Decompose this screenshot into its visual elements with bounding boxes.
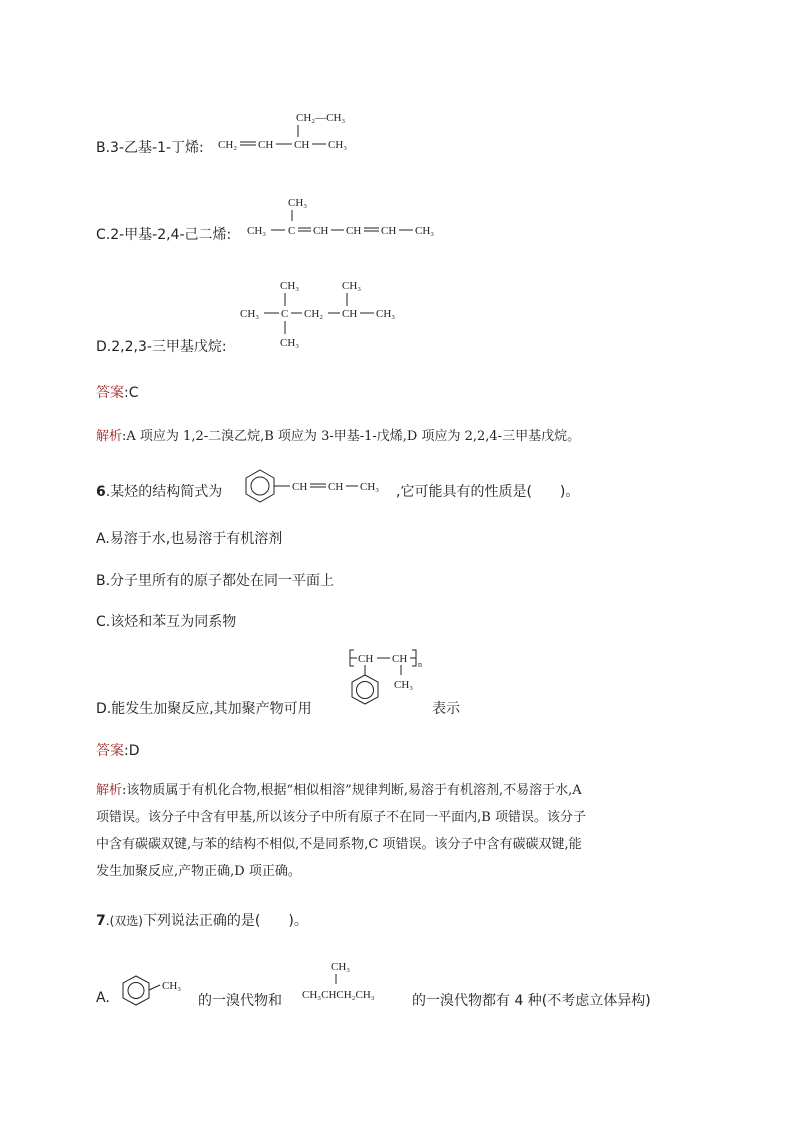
q6-option-b: B.分子里所有的原子都处在同一平面上 [96, 573, 335, 589]
svg-text:C: C [281, 308, 289, 320]
svg-text:CH: CH [392, 653, 408, 665]
explanation-6: 解析:该物质属于有机化合物,根据“相似相溶”规律判断,易溶于有机溶剂,不易溶于水,A 项错误。该分子中含有甲基,所以该分子中所有原子不在同一平面内,B 项错误。该分子 中含有碳碳双键,与苯的结构不相似,不是同系物,C 项错误。该分子中含有碳碳双键,能 发生加聚反应,产物正确,D 项正确。 [96, 783, 586, 879]
benzene-ring-icon [123, 976, 149, 1005]
svg-text:CH₃: CH₃ [162, 980, 182, 992]
q6-option-d-end: 表示 [432, 701, 460, 717]
benzene-ring-icon [246, 470, 274, 502]
q6-structure [238, 467, 398, 507]
question-6-stem: 6.某烃的结构简式为 [96, 484, 223, 500]
svg-text:CH₃: CH₃ [280, 280, 300, 292]
b-ch2: CH₂ [218, 139, 238, 151]
svg-text:CH₃: CH₃ [280, 337, 300, 349]
svg-text:CH: CH [358, 653, 374, 665]
question-6-stem-end: ,它可能具有的性质是( )。 [396, 484, 580, 500]
svg-text:C: C [288, 225, 296, 237]
svg-text:CH₃: CH₃ [328, 139, 348, 151]
svg-text:CH: CH [292, 481, 308, 493]
benzene-ring-icon [352, 675, 378, 704]
svg-text:CH₃CHCH₂CH₃: CH₃CHCH₂CH₃ [302, 989, 375, 1001]
svg-text:n: n [418, 660, 422, 669]
polymer-structure [340, 645, 430, 717]
svg-text:CH₃: CH₃ [376, 308, 396, 320]
explanation-5: 解析:A 项应为 1,2-二溴乙烷,B 项应为 3-甲基-1-戊烯,D 项应为 2,2,4-三甲基戊烷。 [96, 429, 581, 444]
svg-text:CH₃: CH₃ [415, 225, 435, 237]
option-c-label: C.2-甲基-2,4-己二烯: [96, 227, 232, 243]
svg-text:CH₃: CH₃ [342, 280, 362, 292]
q6-option-d-text: D.能发生加聚反应,其加聚产物可用 [96, 701, 312, 717]
svg-text:CH₃: CH₃ [247, 225, 267, 237]
q7-option-a-mid: 的一溴代物和 [198, 993, 282, 1009]
option-c-structure [245, 193, 455, 243]
svg-text:CH: CH [258, 139, 274, 151]
option-d-structure [240, 276, 420, 352]
q7-option-a-label: A. [96, 990, 110, 1006]
q7-option-a-end: 的一溴代物都有 4 种(不考虑立体异构) [412, 993, 651, 1009]
answer-6: 答案:D [96, 743, 140, 759]
option-b-structure [216, 108, 376, 158]
svg-text:CH: CH [346, 225, 362, 237]
svg-text:CH: CH [313, 225, 329, 237]
svg-text:CH₃: CH₃ [394, 679, 414, 691]
answer-5: 答案:C [96, 385, 139, 401]
q6-option-a: A.易溶于水,也易溶于有机溶剂 [96, 531, 283, 547]
svg-text:CH: CH [381, 225, 397, 237]
b-top-group: CH₂—CH₃ [296, 112, 346, 124]
option-b-label: B.3-乙基-1-丁烯: [96, 140, 204, 156]
q6-option-c: C.该烃和苯互为同系物 [96, 614, 237, 630]
toluene-structure [116, 974, 196, 1010]
question-7-stem: 7.(双选)下列说法正确的是( )。 [96, 913, 308, 929]
svg-text:CH₃: CH₃ [360, 481, 380, 493]
svg-text:CH₃: CH₃ [240, 308, 260, 320]
svg-text:CH: CH [328, 481, 344, 493]
svg-text:CH₃: CH₃ [288, 197, 308, 209]
isopentane-structure [300, 955, 410, 1005]
svg-text:CH: CH [294, 139, 310, 151]
svg-text:CH₂: CH₂ [304, 308, 324, 320]
svg-text:CH: CH [342, 308, 358, 320]
svg-text:CH₃: CH₃ [331, 961, 351, 973]
option-d-label: D.2,2,3-三甲基戊烷: [96, 339, 227, 355]
